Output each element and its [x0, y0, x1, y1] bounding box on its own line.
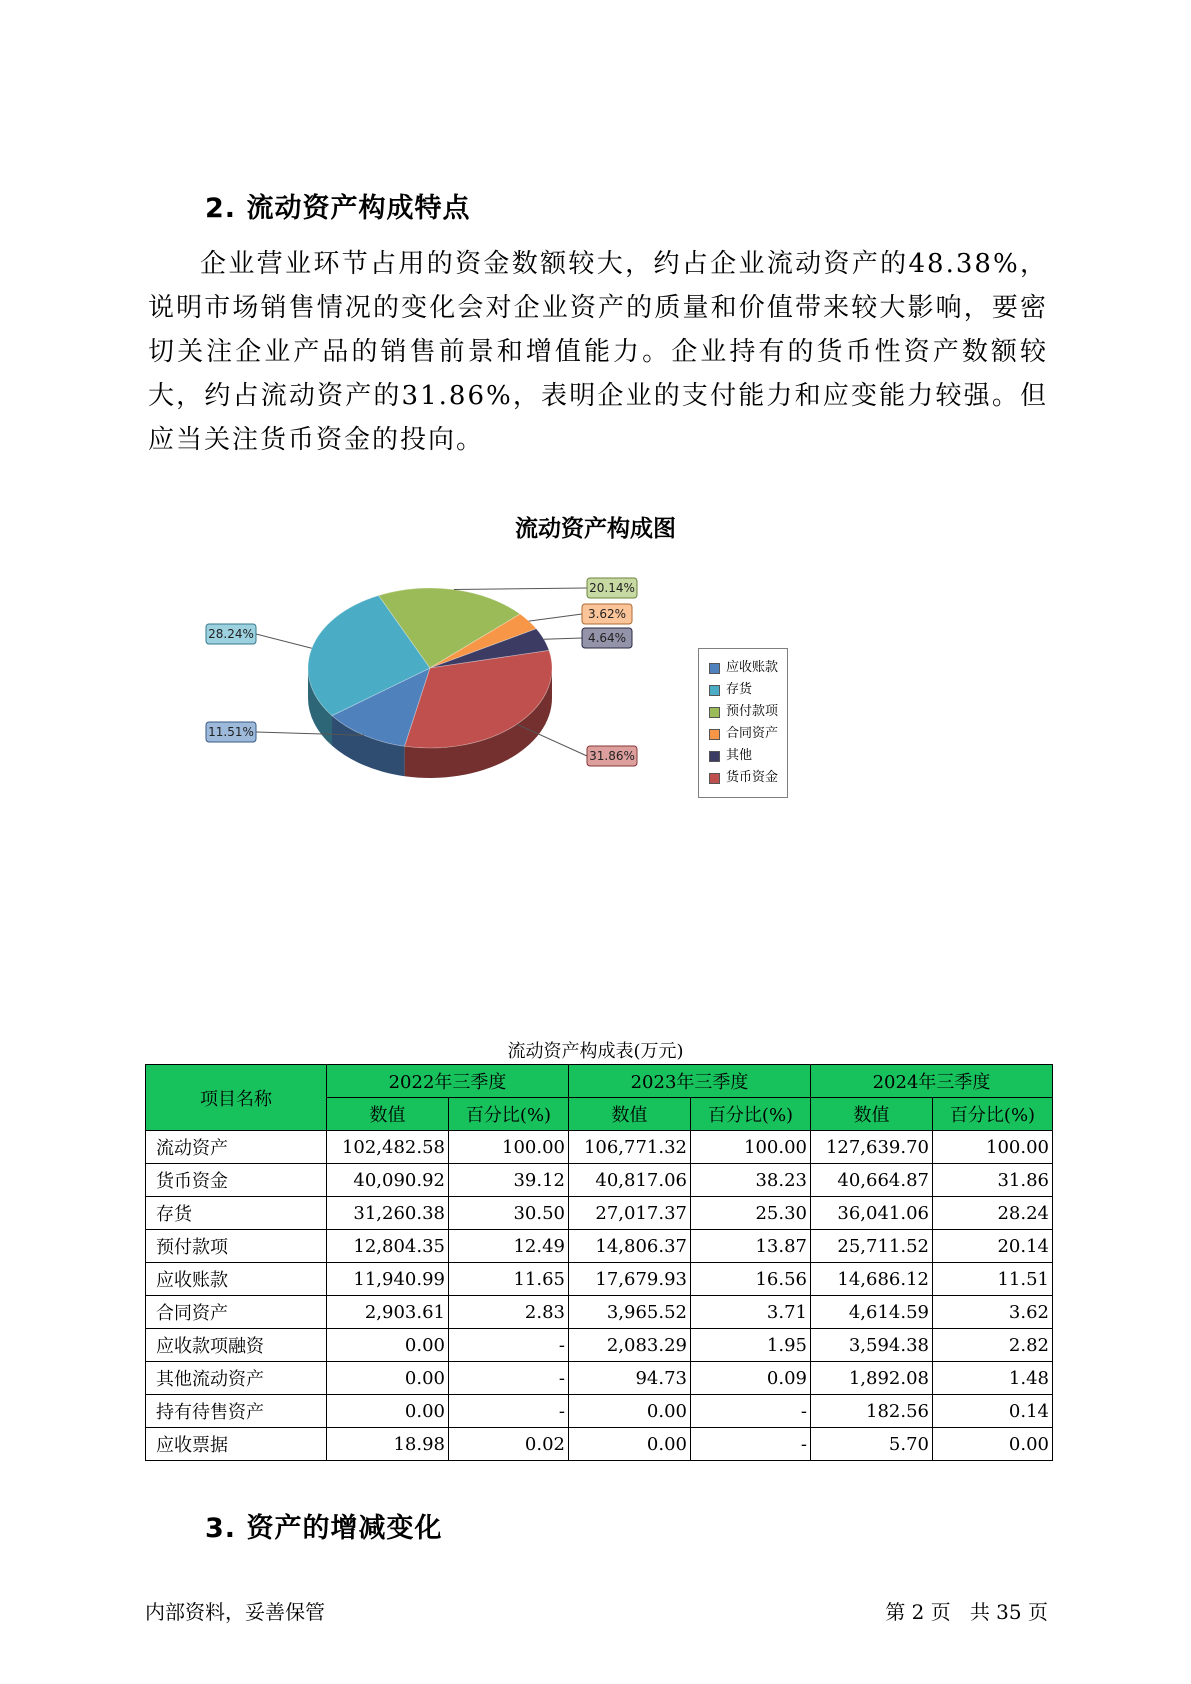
row-name: 合同资产 — [146, 1296, 327, 1329]
row-name: 流动资产 — [146, 1131, 327, 1164]
value-cell: 0.00 — [327, 1395, 449, 1428]
percent-cell: - — [449, 1362, 569, 1395]
percent-cell: - — [449, 1329, 569, 1362]
legend-swatch — [709, 663, 720, 674]
value-cell: 36,041.06 — [811, 1197, 933, 1230]
legend-swatch — [709, 729, 720, 740]
header-item-name: 项目名称 — [146, 1065, 327, 1131]
table-row — [146, 1263, 1053, 1296]
leader-line — [544, 638, 582, 639]
value-cell: 25,711.52 — [811, 1230, 933, 1263]
legend-label: 货币资金 — [726, 770, 779, 785]
data-label: 4.64% — [587, 631, 627, 645]
percent-cell: - — [691, 1428, 811, 1461]
percent-cell: 20.14 — [933, 1230, 1053, 1263]
value-cell: 127,639.70 — [811, 1131, 933, 1164]
row-name: 持有待售资产 — [146, 1395, 327, 1428]
percent-cell: 11.51 — [933, 1263, 1053, 1296]
percent-cell: 0.14 — [933, 1395, 1053, 1428]
legend-swatch — [709, 751, 720, 762]
percent-cell: 0.02 — [449, 1428, 569, 1461]
value-cell: 0.00 — [569, 1395, 691, 1428]
value-cell: 40,664.87 — [811, 1164, 933, 1197]
value-cell: 40,817.06 — [569, 1164, 691, 1197]
percent-cell: 31.86 — [933, 1164, 1053, 1197]
data-label: 3.62% — [587, 607, 627, 621]
footer-confidential-note: 内部资料，妥善保管 — [145, 1600, 325, 1624]
section-2-heading: 2. 流动资产构成特点 — [205, 193, 471, 224]
pie-chart — [190, 570, 670, 780]
data-label: 20.14% — [589, 581, 635, 595]
legend-label: 预付款项 — [726, 704, 779, 719]
value-cell: 31,260.38 — [327, 1197, 449, 1230]
data-label: 28.24% — [208, 627, 254, 641]
value-cell: 0.00 — [327, 1362, 449, 1395]
chart-title: 流动资产构成图 — [515, 516, 676, 542]
value-cell: 2,083.29 — [569, 1329, 691, 1362]
value-cell: 0.00 — [569, 1428, 691, 1461]
value-cell: 2,903.61 — [327, 1296, 449, 1329]
percent-cell: 100.00 — [449, 1131, 569, 1164]
percent-cell: 3.62 — [933, 1296, 1053, 1329]
value-cell: 40,090.92 — [327, 1164, 449, 1197]
table-caption: 流动资产构成表(万元) — [507, 1041, 684, 1062]
value-cell: 3,965.52 — [569, 1296, 691, 1329]
legend-item — [709, 679, 787, 701]
legend-label: 合同资产 — [726, 726, 779, 741]
percent-cell: 2.82 — [933, 1329, 1053, 1362]
percent-cell: - — [449, 1395, 569, 1428]
data-label: 31.86% — [589, 749, 635, 763]
value-cell: 1,892.08 — [811, 1362, 933, 1395]
table-row — [146, 1395, 1053, 1428]
legend-label: 应收账款 — [726, 660, 779, 675]
percent-cell: 28.24 — [933, 1197, 1053, 1230]
analysis-paragraph: 企业营业环节占用的资金数额较大，约占企业流动资产的48.38%，说明市场销售情况的变化会对企业资产的质量和价值带来较大影响，要密切关注企业产品的销售前景和增值能力。企业持有的货币性资产数额较大，约占流动资产的31.86%，表明企业的支付能力和应变能力较强。但应当关注货币资金的投向。 — [148, 249, 1048, 455]
leader-line — [256, 634, 312, 648]
value-cell: 102,482.58 — [327, 1131, 449, 1164]
value-cell: 106,771.32 — [569, 1131, 691, 1164]
data-label: 11.51% — [208, 725, 254, 739]
legend-swatch — [709, 707, 720, 718]
header-period: 2023年三季度 — [569, 1065, 811, 1098]
row-name: 应收款项融资 — [146, 1329, 327, 1362]
row-name: 预付款项 — [146, 1230, 327, 1263]
row-name: 应收票据 — [146, 1428, 327, 1461]
value-cell: 18.98 — [327, 1428, 449, 1461]
row-name: 其他流动资产 — [146, 1362, 327, 1395]
row-name: 货币资金 — [146, 1164, 327, 1197]
value-cell: 182.56 — [811, 1395, 933, 1428]
percent-cell: 1.48 — [933, 1362, 1053, 1395]
legend-item — [709, 723, 787, 745]
table-row — [146, 1164, 1053, 1197]
current-assets-table — [145, 1064, 1053, 1461]
value-cell: 14,806.37 — [569, 1230, 691, 1263]
legend-swatch — [709, 685, 720, 696]
header-percent: 百分比(%) — [691, 1098, 811, 1131]
percent-cell: 0.00 — [933, 1428, 1053, 1461]
percent-cell: 1.95 — [691, 1329, 811, 1362]
header-period: 2022年三季度 — [327, 1065, 569, 1098]
header-percent: 百分比(%) — [449, 1098, 569, 1131]
value-cell: 14,686.12 — [811, 1263, 933, 1296]
percent-cell: 13.87 — [691, 1230, 811, 1263]
table-row — [146, 1197, 1053, 1230]
value-cell: 0.00 — [327, 1329, 449, 1362]
header-value: 数值 — [327, 1098, 449, 1131]
percent-cell: 25.30 — [691, 1197, 811, 1230]
percent-cell: 39.12 — [449, 1164, 569, 1197]
percent-cell: 2.83 — [449, 1296, 569, 1329]
percent-cell: 12.49 — [449, 1230, 569, 1263]
table-row — [146, 1230, 1053, 1263]
percent-cell: 11.65 — [449, 1263, 569, 1296]
table-row — [146, 1329, 1053, 1362]
leader-line — [454, 588, 587, 590]
value-cell: 12,804.35 — [327, 1230, 449, 1263]
value-cell: 94.73 — [569, 1362, 691, 1395]
header-percent: 百分比(%) — [933, 1098, 1053, 1131]
percent-cell: - — [691, 1395, 811, 1428]
header-value: 数值 — [569, 1098, 691, 1131]
header-value: 数值 — [811, 1098, 933, 1131]
legend-label: 存货 — [726, 682, 753, 697]
percent-cell: 38.23 — [691, 1164, 811, 1197]
legend-label: 其他 — [726, 748, 753, 763]
percent-cell: 0.09 — [691, 1362, 811, 1395]
legend-item — [709, 701, 787, 723]
legend-item — [709, 767, 787, 789]
chart-legend — [698, 648, 788, 798]
legend-item — [709, 657, 787, 679]
value-cell: 5.70 — [811, 1428, 933, 1461]
leader-line — [529, 614, 582, 621]
table-row — [146, 1362, 1053, 1395]
header-period: 2024年三季度 — [811, 1065, 1053, 1098]
value-cell: 4,614.59 — [811, 1296, 933, 1329]
value-cell: 3,594.38 — [811, 1329, 933, 1362]
percent-cell: 100.00 — [933, 1131, 1053, 1164]
footer-page-number: 第 2 页 共 35 页 — [885, 1600, 1048, 1624]
percent-cell: 100.00 — [691, 1131, 811, 1164]
table-row — [146, 1428, 1053, 1461]
section-3-heading: 3. 资产的增减变化 — [205, 1513, 443, 1544]
row-name: 应收账款 — [146, 1263, 327, 1296]
value-cell: 17,679.93 — [569, 1263, 691, 1296]
table-row — [146, 1296, 1053, 1329]
legend-swatch — [709, 773, 720, 784]
value-cell: 11,940.99 — [327, 1263, 449, 1296]
percent-cell: 3.71 — [691, 1296, 811, 1329]
percent-cell: 30.50 — [449, 1197, 569, 1230]
legend-item — [709, 745, 787, 767]
row-name: 存货 — [146, 1197, 327, 1230]
table-row — [146, 1131, 1053, 1164]
percent-cell: 16.56 — [691, 1263, 811, 1296]
value-cell: 27,017.37 — [569, 1197, 691, 1230]
